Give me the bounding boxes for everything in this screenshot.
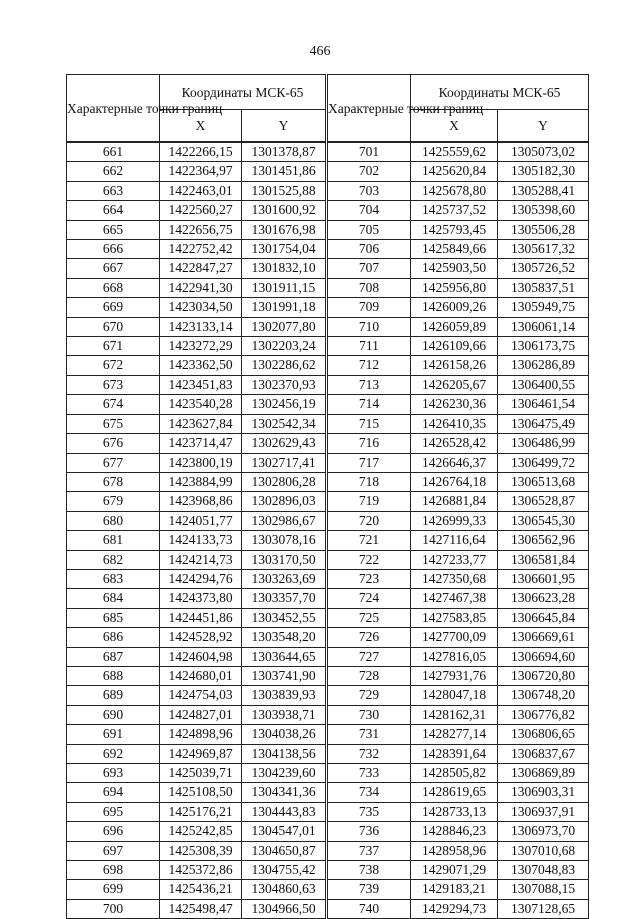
cell-y-right: 1306581,84: [498, 550, 589, 569]
cell-point-left: 696: [67, 822, 160, 841]
table-row: [67, 453, 589, 472]
cell-y-left: 1302286,62: [242, 356, 327, 375]
table-row: [67, 628, 589, 647]
cell-point-left: 700: [67, 899, 160, 918]
cell-point-right: 718: [327, 472, 411, 491]
cell-point-left: 673: [67, 375, 160, 394]
cell-y-left: 1304038,26: [242, 725, 327, 744]
table-row: [67, 686, 589, 705]
cell-x-right: 1427816,05: [411, 647, 498, 666]
cell-point-left: 669: [67, 298, 160, 317]
cell-x-left: 1423034,50: [160, 298, 242, 317]
header-points-left: Характерные точки границ: [67, 75, 160, 143]
cell-y-right: 1305949,75: [498, 298, 589, 317]
cell-x-right: 1426646,37: [411, 453, 498, 472]
cell-x-left: 1424451,86: [160, 608, 242, 627]
cell-x-right: 1426764,18: [411, 472, 498, 491]
cell-y-right: 1306601,95: [498, 569, 589, 588]
cell-point-left: 682: [67, 550, 160, 569]
cell-y-right: 1306562,96: [498, 531, 589, 550]
cell-point-right: 723: [327, 569, 411, 588]
cell-x-left: 1425308,39: [160, 841, 242, 860]
cell-point-left: 662: [67, 162, 160, 181]
cell-y-right: 1306837,67: [498, 744, 589, 763]
cell-x-left: 1424294,76: [160, 569, 242, 588]
cell-point-left: 671: [67, 337, 160, 356]
cell-x-left: 1423714,47: [160, 434, 242, 453]
header-coords-right: Координаты МСК-65: [411, 75, 589, 110]
cell-y-left: 1303741,90: [242, 666, 327, 685]
table-row: [67, 589, 589, 608]
table-row: [67, 298, 589, 317]
cell-x-right: 1426230,36: [411, 395, 498, 414]
cell-y-right: 1306903,31: [498, 783, 589, 802]
cell-point-left: 680: [67, 511, 160, 530]
table-row: [67, 181, 589, 200]
cell-x-left: 1424133,73: [160, 531, 242, 550]
cell-y-left: 1301911,15: [242, 278, 327, 297]
cell-point-left: 692: [67, 744, 160, 763]
header-coords-left: Координаты МСК-65: [160, 75, 327, 110]
cell-y-right: 1307128,65: [498, 899, 589, 918]
cell-point-left: 679: [67, 492, 160, 511]
cell-point-left: 678: [67, 472, 160, 491]
cell-point-left: 668: [67, 278, 160, 297]
cell-point-right: 722: [327, 550, 411, 569]
cell-point-right: 712: [327, 356, 411, 375]
cell-y-left: 1304547,01: [242, 822, 327, 841]
cell-point-right: 706: [327, 240, 411, 259]
cell-point-left: 676: [67, 434, 160, 453]
cell-x-right: 1426059,89: [411, 317, 498, 336]
cell-point-right: 734: [327, 783, 411, 802]
cell-point-right: 713: [327, 375, 411, 394]
cell-x-right: 1425849,66: [411, 240, 498, 259]
cell-y-left: 1302370,93: [242, 375, 327, 394]
table-row: [67, 802, 589, 821]
cell-y-right: 1306286,89: [498, 356, 589, 375]
cell-y-right: 1306748,20: [498, 686, 589, 705]
cell-y-left: 1301378,87: [242, 142, 327, 162]
cell-x-left: 1422266,15: [160, 142, 242, 162]
header-y-right: Y: [498, 110, 589, 143]
cell-y-right: 1306645,84: [498, 608, 589, 627]
table-body: [67, 142, 589, 919]
table-row: [67, 240, 589, 259]
cell-point-right: 735: [327, 802, 411, 821]
cell-x-right: 1428047,18: [411, 686, 498, 705]
cell-x-left: 1422752,42: [160, 240, 242, 259]
cell-y-right: 1306623,28: [498, 589, 589, 608]
cell-y-left: 1303839,93: [242, 686, 327, 705]
cell-point-left: 691: [67, 725, 160, 744]
cell-point-right: 720: [327, 511, 411, 530]
cell-x-left: 1423627,84: [160, 414, 242, 433]
cell-x-right: 1425620,84: [411, 162, 498, 181]
table-row: [67, 472, 589, 491]
cell-point-right: 739: [327, 880, 411, 899]
cell-x-left: 1423884,99: [160, 472, 242, 491]
cell-y-left: 1304341,36: [242, 783, 327, 802]
cell-x-right: 1425903,50: [411, 259, 498, 278]
cell-point-right: 719: [327, 492, 411, 511]
cell-y-right: 1306061,14: [498, 317, 589, 336]
cell-point-left: 687: [67, 647, 160, 666]
cell-x-left: 1422656,75: [160, 220, 242, 239]
cell-point-left: 666: [67, 240, 160, 259]
cell-point-right: 730: [327, 705, 411, 724]
cell-point-left: 688: [67, 666, 160, 685]
table-row: [67, 142, 589, 162]
cell-point-left: 694: [67, 783, 160, 802]
table-row: [67, 880, 589, 899]
cell-y-right: 1306869,89: [498, 764, 589, 783]
table-row: [67, 550, 589, 569]
cell-point-right: 740: [327, 899, 411, 918]
cell-y-right: 1306937,91: [498, 802, 589, 821]
cell-x-right: 1427467,38: [411, 589, 498, 608]
cell-point-right: 736: [327, 822, 411, 841]
cell-y-left: 1303938,71: [242, 705, 327, 724]
coordinates-table: [66, 74, 589, 919]
table-row: [67, 317, 589, 336]
cell-y-right: 1305288,41: [498, 181, 589, 200]
cell-point-left: 690: [67, 705, 160, 724]
cell-x-left: 1422560,27: [160, 201, 242, 220]
cell-point-left: 685: [67, 608, 160, 627]
table-row: [67, 783, 589, 802]
cell-x-right: 1425956,80: [411, 278, 498, 297]
cell-point-left: 674: [67, 395, 160, 414]
cell-point-right: 733: [327, 764, 411, 783]
cell-y-left: 1304138,56: [242, 744, 327, 763]
cell-x-left: 1424373,80: [160, 589, 242, 608]
cell-y-left: 1304239,60: [242, 764, 327, 783]
cell-x-right: 1426528,42: [411, 434, 498, 453]
cell-x-right: 1428505,82: [411, 764, 498, 783]
cell-x-left: 1422463,01: [160, 181, 242, 200]
cell-point-right: 724: [327, 589, 411, 608]
cell-y-left: 1303357,70: [242, 589, 327, 608]
cell-point-right: 705: [327, 220, 411, 239]
cell-point-left: 670: [67, 317, 160, 336]
table-row: [67, 356, 589, 375]
table-row: [67, 395, 589, 414]
cell-point-left: 661: [67, 142, 160, 162]
cell-point-left: 665: [67, 220, 160, 239]
cell-x-left: 1423968,86: [160, 492, 242, 511]
table-row: [67, 414, 589, 433]
cell-point-right: 702: [327, 162, 411, 181]
cell-point-right: 708: [327, 278, 411, 297]
cell-x-right: 1427350,68: [411, 569, 498, 588]
header-x-right: X: [411, 110, 498, 143]
cell-x-left: 1424051,77: [160, 511, 242, 530]
cell-y-left: 1304443,83: [242, 802, 327, 821]
cell-x-right: 1426881,84: [411, 492, 498, 511]
cell-y-right: 1306513,68: [498, 472, 589, 491]
cell-x-right: 1428846,23: [411, 822, 498, 841]
cell-x-left: 1423362,50: [160, 356, 242, 375]
table-row: [67, 822, 589, 841]
cell-y-right: 1307010,68: [498, 841, 589, 860]
cell-point-right: 714: [327, 395, 411, 414]
cell-x-right: 1428277,14: [411, 725, 498, 744]
cell-y-right: 1306694,60: [498, 647, 589, 666]
cell-y-left: 1301991,18: [242, 298, 327, 317]
cell-y-right: 1305837,51: [498, 278, 589, 297]
cell-x-left: 1424754,03: [160, 686, 242, 705]
cell-y-right: 1305182,30: [498, 162, 589, 181]
cell-point-left: 664: [67, 201, 160, 220]
cell-x-right: 1425737,52: [411, 201, 498, 220]
cell-x-left: 1425039,71: [160, 764, 242, 783]
table-row: [67, 725, 589, 744]
cell-x-left: 1425242,85: [160, 822, 242, 841]
cell-x-right: 1429294,73: [411, 899, 498, 918]
table-row: [67, 375, 589, 394]
cell-point-left: 695: [67, 802, 160, 821]
cell-x-left: 1422847,27: [160, 259, 242, 278]
cell-y-right: 1306400,55: [498, 375, 589, 394]
cell-y-right: 1306776,82: [498, 705, 589, 724]
cell-y-right: 1305398,60: [498, 201, 589, 220]
cell-x-right: 1426009,26: [411, 298, 498, 317]
cell-y-left: 1302986,67: [242, 511, 327, 530]
cell-x-right: 1428733,13: [411, 802, 498, 821]
cell-y-right: 1307048,83: [498, 861, 589, 880]
header-y-left: Y: [242, 110, 327, 143]
cell-y-left: 1303263,69: [242, 569, 327, 588]
cell-point-left: 667: [67, 259, 160, 278]
cell-x-left: 1425498,47: [160, 899, 242, 918]
cell-point-right: 721: [327, 531, 411, 550]
table-row: [67, 666, 589, 685]
cell-point-right: 737: [327, 841, 411, 860]
cell-x-right: 1428391,64: [411, 744, 498, 763]
cell-y-left: 1303548,20: [242, 628, 327, 647]
cell-y-right: 1306475,49: [498, 414, 589, 433]
cell-y-right: 1306499,72: [498, 453, 589, 472]
cell-y-left: 1301676,98: [242, 220, 327, 239]
cell-x-left: 1424604,98: [160, 647, 242, 666]
cell-x-left: 1423451,83: [160, 375, 242, 394]
cell-y-right: 1306806,65: [498, 725, 589, 744]
cell-x-right: 1426158,26: [411, 356, 498, 375]
table-row: [67, 201, 589, 220]
cell-point-right: 701: [327, 142, 411, 162]
cell-x-left: 1425436,21: [160, 880, 242, 899]
table-row: [67, 434, 589, 453]
cell-x-right: 1429071,29: [411, 861, 498, 880]
cell-y-left: 1303644,65: [242, 647, 327, 666]
cell-y-right: 1305506,28: [498, 220, 589, 239]
cell-point-left: 672: [67, 356, 160, 375]
cell-x-left: 1424898,96: [160, 725, 242, 744]
cell-point-right: 715: [327, 414, 411, 433]
cell-x-left: 1423133,14: [160, 317, 242, 336]
cell-point-left: 684: [67, 589, 160, 608]
table-row: [67, 162, 589, 181]
cell-point-right: 707: [327, 259, 411, 278]
cell-y-left: 1302806,28: [242, 472, 327, 491]
cell-x-right: 1428162,31: [411, 705, 498, 724]
cell-point-right: 738: [327, 861, 411, 880]
cell-x-right: 1426410,35: [411, 414, 498, 433]
cell-x-right: 1427931,76: [411, 666, 498, 685]
cell-point-right: 727: [327, 647, 411, 666]
table-row: [67, 259, 589, 278]
table-row: [67, 744, 589, 763]
cell-x-right: 1429183,21: [411, 880, 498, 899]
header-points-right: Характерные точки границ: [327, 75, 411, 143]
table-row: [67, 841, 589, 860]
cell-y-left: 1304755,42: [242, 861, 327, 880]
cell-x-left: 1423800,19: [160, 453, 242, 472]
cell-x-left: 1422941,30: [160, 278, 242, 297]
cell-y-right: 1307088,15: [498, 880, 589, 899]
cell-x-left: 1425372,86: [160, 861, 242, 880]
cell-point-right: 732: [327, 744, 411, 763]
cell-x-left: 1424528,92: [160, 628, 242, 647]
cell-x-right: 1425678,80: [411, 181, 498, 200]
cell-point-right: 716: [327, 434, 411, 453]
table-row: [67, 647, 589, 666]
cell-y-right: 1306486,99: [498, 434, 589, 453]
table-row: [67, 899, 589, 918]
cell-point-left: 693: [67, 764, 160, 783]
cell-y-right: 1306669,61: [498, 628, 589, 647]
cell-point-right: 729: [327, 686, 411, 705]
cell-y-right: 1306528,87: [498, 492, 589, 511]
cell-y-left: 1302717,41: [242, 453, 327, 472]
cell-y-left: 1303170,50: [242, 550, 327, 569]
cell-point-right: 728: [327, 666, 411, 685]
cell-x-left: 1423272,29: [160, 337, 242, 356]
table-row: [67, 705, 589, 724]
cell-y-left: 1302896,03: [242, 492, 327, 511]
cell-y-left: 1303452,55: [242, 608, 327, 627]
cell-point-left: 698: [67, 861, 160, 880]
cell-x-left: 1422364,97: [160, 162, 242, 181]
cell-y-left: 1301600,92: [242, 201, 327, 220]
cell-point-left: 677: [67, 453, 160, 472]
cell-y-left: 1302542,34: [242, 414, 327, 433]
cell-point-left: 697: [67, 841, 160, 860]
cell-point-left: 686: [67, 628, 160, 647]
cell-point-left: 689: [67, 686, 160, 705]
table-row: [67, 337, 589, 356]
cell-y-left: 1301451,86: [242, 162, 327, 181]
cell-point-left: 663: [67, 181, 160, 200]
table-row: [67, 608, 589, 627]
cell-x-left: 1425108,50: [160, 783, 242, 802]
table-row: [67, 569, 589, 588]
cell-x-left: 1424969,87: [160, 744, 242, 763]
cell-x-left: 1424680,01: [160, 666, 242, 685]
cell-y-right: 1306720,80: [498, 666, 589, 685]
cell-point-right: 710: [327, 317, 411, 336]
cell-x-left: 1423540,28: [160, 395, 242, 414]
cell-x-right: 1427583,85: [411, 608, 498, 627]
cell-y-right: 1305726,52: [498, 259, 589, 278]
cell-y-right: 1306173,75: [498, 337, 589, 356]
cell-point-right: 725: [327, 608, 411, 627]
cell-x-right: 1425559,62: [411, 142, 498, 162]
cell-y-left: 1302629,43: [242, 434, 327, 453]
cell-point-right: 726: [327, 628, 411, 647]
header-x-left: X: [160, 110, 242, 143]
cell-point-right: 717: [327, 453, 411, 472]
table-row: [67, 511, 589, 530]
cell-y-left: 1304650,87: [242, 841, 327, 860]
cell-x-right: 1426205,67: [411, 375, 498, 394]
cell-y-right: 1306545,30: [498, 511, 589, 530]
cell-x-right: 1425793,45: [411, 220, 498, 239]
cell-y-right: 1305073,02: [498, 142, 589, 162]
cell-point-left: 681: [67, 531, 160, 550]
cell-point-left: 683: [67, 569, 160, 588]
cell-x-right: 1426999,33: [411, 511, 498, 530]
cell-x-right: 1428958,96: [411, 841, 498, 860]
cell-point-right: 703: [327, 181, 411, 200]
table-row: [67, 492, 589, 511]
cell-point-right: 731: [327, 725, 411, 744]
cell-y-left: 1301525,88: [242, 181, 327, 200]
cell-y-right: 1306461,54: [498, 395, 589, 414]
cell-point-right: 711: [327, 337, 411, 356]
table-row: [67, 861, 589, 880]
cell-x-right: 1427116,64: [411, 531, 498, 550]
cell-x-right: 1428619,65: [411, 783, 498, 802]
cell-point-left: 699: [67, 880, 160, 899]
cell-y-left: 1304860,63: [242, 880, 327, 899]
table-row: [67, 764, 589, 783]
cell-y-left: 1304966,50: [242, 899, 327, 918]
cell-x-right: 1427233,77: [411, 550, 498, 569]
table-row: [67, 278, 589, 297]
cell-y-right: 1305617,32: [498, 240, 589, 259]
cell-x-left: 1424827,01: [160, 705, 242, 724]
page-number: 466: [309, 44, 331, 59]
cell-y-left: 1303078,16: [242, 531, 327, 550]
cell-y-left: 1301754,04: [242, 240, 327, 259]
cell-y-left: 1302456,19: [242, 395, 327, 414]
cell-x-right: 1426109,66: [411, 337, 498, 356]
cell-y-left: 1302077,80: [242, 317, 327, 336]
cell-y-right: 1306973,70: [498, 822, 589, 841]
cell-y-left: 1301832,10: [242, 259, 327, 278]
cell-point-left: 675: [67, 414, 160, 433]
table-row: [67, 220, 589, 239]
cell-x-left: 1425176,21: [160, 802, 242, 821]
cell-x-right: 1427700,09: [411, 628, 498, 647]
cell-y-left: 1302203,24: [242, 337, 327, 356]
table-row: [67, 531, 589, 550]
cell-point-right: 709: [327, 298, 411, 317]
cell-point-right: 704: [327, 201, 411, 220]
cell-x-left: 1424214,73: [160, 550, 242, 569]
